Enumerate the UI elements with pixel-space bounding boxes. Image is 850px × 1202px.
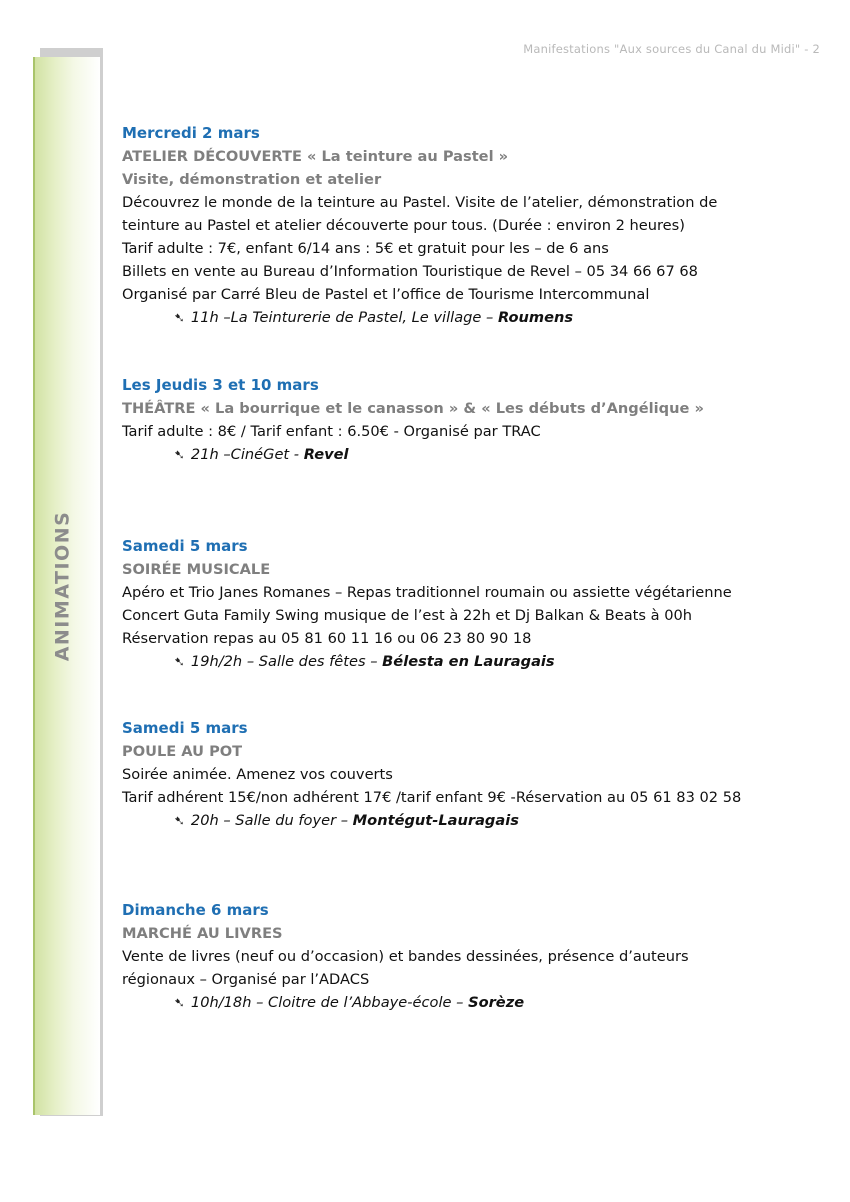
event-text-line: Concert Guta Family Swing musique de l’est à 22h et Dj Balkan & Beats à 00h	[122, 607, 693, 624]
event-location-place: Roumens	[497, 309, 574, 326]
event-location	[122, 809, 822, 833]
event-1	[122, 122, 822, 330]
event-location-text: 20h – Salle du foyer –	[190, 812, 353, 829]
event-location-place: Montégut-Lauragais	[352, 812, 519, 829]
event-text-line: Apéro et Trio Janes Romanes – Repas traditionnel roumain ou assiette végétarienne	[122, 584, 732, 601]
event-2	[122, 374, 822, 467]
event-text-line: Réservation repas au 05 81 60 11 16 ou 06 23 80 90 18	[122, 630, 532, 647]
sidebar-label: ANIMATIONS	[51, 510, 73, 662]
event-text-line: teinture au Pastel et atelier découverte pour tous. (Durée : environ 2 heures)	[122, 217, 685, 234]
event-title: POULE AU POT	[122, 743, 243, 760]
event-title: MARCHÉ AU LIVRES	[122, 925, 283, 942]
event-text-line: Tarif adulte : 8€ / Tarif enfant : 6.50€ - Organisé par TRAC	[122, 423, 541, 440]
event-title: SOIRÉE MUSICALE	[122, 561, 271, 578]
event-title: THÉÂTRE « La bourrique et le canasson » & « Les débuts d’Angélique »	[122, 400, 704, 417]
event-location	[122, 306, 822, 330]
event-4	[122, 717, 822, 833]
event-location-place: Sorèze	[468, 994, 525, 1011]
event-location-place: Revel	[303, 446, 349, 463]
pointer-arrow-icon: ➷	[174, 814, 185, 829]
event-text-line: Tarif adulte : 7€, enfant 6/14 ans : 5€ et gratuit pour les – de 6 ans	[122, 240, 609, 257]
event-date: Les Jeudis 3 et 10 mars	[122, 376, 319, 394]
event-text-line: Tarif adhérent 15€/non adhérent 17€ /tarif enfant 9€ -Réservation au 05 61 83 02 58	[122, 789, 742, 806]
event-date: Samedi 5 mars	[122, 719, 248, 737]
event-location	[122, 443, 822, 467]
event-date: Mercredi 2 mars	[122, 124, 260, 142]
event-text-line: Billets en vente au Bureau d’Information Touristique de Revel – 05 34 66 67 68	[122, 263, 698, 280]
event-text-line: Soirée animée. Amenez vos couverts	[122, 766, 393, 783]
event-location-text: 11h –La Teinturerie de Pastel, Le village –	[190, 309, 498, 326]
page-header: Manifestations "Aux sources du Canal du Midi" - 2	[523, 42, 820, 56]
event-location-text: 21h –CinéGet -	[190, 446, 304, 463]
event-date: Dimanche 6 mars	[122, 901, 269, 919]
event-location-place: Bélesta en Lauragais	[382, 653, 555, 670]
sidebar-label-wrap	[33, 510, 91, 662]
event-text-line: Vente de livres (neuf ou d’occasion) et bandes dessinées, présence d’auteurs	[122, 948, 689, 965]
event-5	[122, 899, 822, 1015]
event-subtitle: Visite, démonstration et atelier	[122, 171, 382, 188]
event-location	[122, 991, 822, 1015]
pointer-arrow-icon: ➷	[174, 311, 185, 326]
event-location-text: 10h/18h – Cloitre de l’Abbaye-école –	[190, 994, 469, 1011]
event-text-line: régionaux – Organisé par l’ADACS	[122, 971, 370, 988]
event-text-line: Découvrez le monde de la teinture au Pastel. Visite de l’atelier, démonstration de	[122, 194, 718, 211]
event-location	[122, 650, 822, 674]
pointer-arrow-icon: ➷	[174, 996, 185, 1011]
event-3	[122, 535, 822, 674]
pointer-arrow-icon: ➷	[174, 655, 185, 670]
event-text-line: Organisé par Carré Bleu de Pastel et l’office de Tourisme Intercommunal	[122, 286, 650, 303]
event-date: Samedi 5 mars	[122, 537, 248, 555]
event-title: ATELIER DÉCOUVERTE « La teinture au Pastel »	[122, 148, 509, 165]
event-location-text: 19h/2h – Salle des fêtes –	[190, 653, 383, 670]
pointer-arrow-icon: ➷	[174, 448, 185, 463]
